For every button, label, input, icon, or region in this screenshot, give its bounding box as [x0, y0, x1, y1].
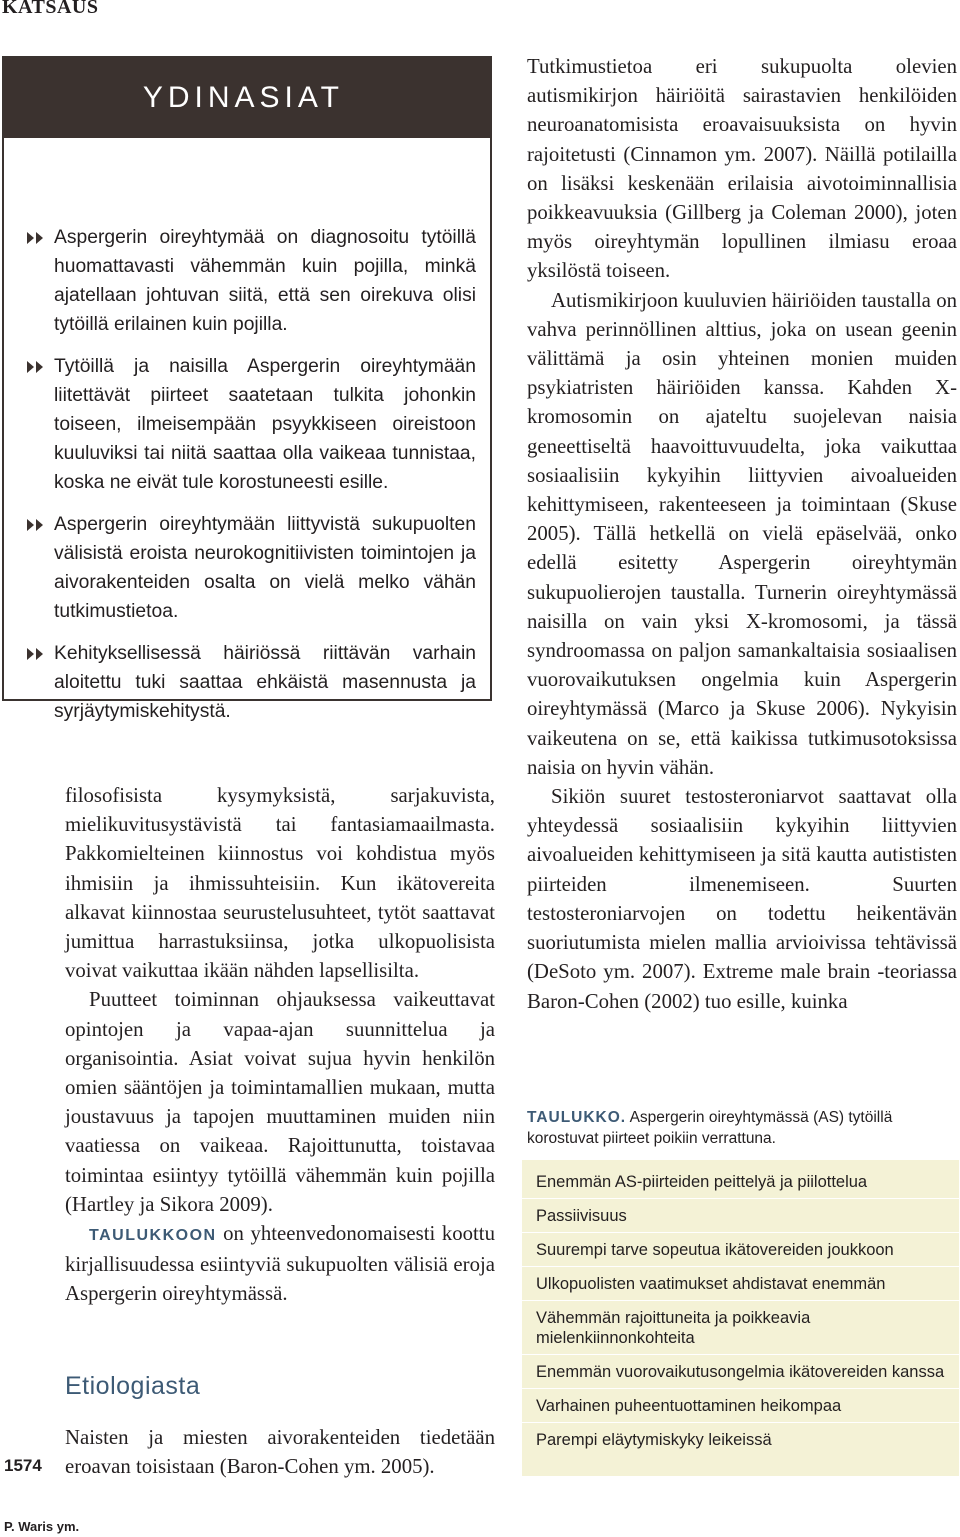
- table-caption-label: TAULUKKO.: [527, 1109, 627, 1126]
- body-paragraph: Sikiön suuret testosteroniarvot saattavat olla yhteydessä sosiaalisiin kykyihin liittyvien aivoalueiden kehittymiseen ja sitä kautta autististen piirteiden ilmenemiseen. Suurten testosteroniarvojen on todettu heikentävän suoriutumista mielen mallia arvioivissa tehtävissä (DeSoto ym. 2007). Extreme male brain -teoriassa Baron-Cohen (2002) tuo esille, kuinka: [527, 785, 957, 1013]
- key-point-item: [26, 510, 476, 626]
- table-row: Enemmän AS-piirteiden peittelyä ja piilottelua: [522, 1160, 959, 1199]
- etiology-text: Naisten ja miesten aivorakenteiden tiedetään eroavan toisistaan (Baron-Cohen ym. 2005).: [65, 1426, 495, 1479]
- table-row: Enemmän vuorovaikutusongelmia ikätovereiden kanssa: [522, 1355, 959, 1389]
- double-arrow-icon: [26, 231, 48, 245]
- feature-table: [522, 1160, 959, 1476]
- table-reference-lead: TAULUKKOON: [89, 1227, 217, 1245]
- body-paragraph: Autismikirjoon kuuluvien häiriöiden taustalla on vahva perinnöllinen alttius, joka on usean geenin välittämä ja osin yhteinen monien muiden psykiatristen häiriöiden kanssa. Kahden X-kromosomin on ajateltu suojelevan naisia geneettiseltä haavoittuvuudelta, joka vaikuttaa sosiaalisiin kykyihin liittyvien aivoalueiden kehittymiseen, rakenteeseen ja toimintaan (Skuse 2005). Tällä hetkellä on vielä epäselvää, onko edellä esitetty Aspergerin oireyhtymän sukupuolierojen taustalla. Turnerin oireyhtymässä naisilla on vain yksi X-kromosomi, ja tässä syndroomassa on paljon samankaltaisia sosiaalisen vuorovaikutuksen ongelmia kuin Aspergerin oireyhtymässä (Marco ja Skuse 2006). Nykyisin vaikeutena on se, että kaikissa tutkimusotoksissa naisia on hyvin vähän.: [527, 288, 957, 779]
- key-point-item: [26, 639, 476, 726]
- table-row: Ulkopuolisten vaatimukset ahdistavat enemmän: [522, 1267, 959, 1301]
- table-row: Parempi eläytymiskyky leikeissä: [536, 1431, 772, 1449]
- right-column: [527, 52, 957, 1016]
- table-row: Passiivisuus: [522, 1199, 959, 1233]
- table-row: Suurempi tarve sopeutua ikätovereiden joukkoon: [522, 1233, 959, 1267]
- key-points-box: [2, 56, 492, 722]
- key-point-text: Kehityksellisessä häiriössä riittävän varhain aloitettu tuki saattaa ehkäistä masennusta ja syrjäytymiskehitystä.: [54, 643, 476, 722]
- author-footer: P. Waris ym.: [4, 1519, 80, 1534]
- table-row: Vähemmän rajoittuneita ja poikkeavia mielenkiinnonkohteita: [522, 1301, 959, 1355]
- key-points-list: [4, 223, 490, 726]
- table-row: Varhainen puheentuottaminen heikompaa: [522, 1389, 959, 1423]
- double-arrow-icon: [26, 647, 48, 661]
- key-point-item: [26, 352, 476, 497]
- left-column: [65, 781, 495, 1309]
- key-point-text: Tytöillä ja naisilla Aspergerin oireyhtymään liitettävät piirteet saatetaan tulkita johonkin toiseen, ilmeisempään psyykkiseen oireistoon kuuluviksi tai niitä saattaa olla vaikeaa tunnistaa, koska ne eivät tule korostuneesti esille.: [54, 356, 476, 493]
- table-caption-text: Aspergerin oireyhtymässä (AS) tytöillä korostuvat piirteet poikiin verrattuna.: [527, 1109, 893, 1147]
- body-paragraph: Puutteet toiminnan ohjauksessa vaikeuttavat opintojen ja vapaa-ajan suunnittelua ja organisointia. Asiat voivat sujua hyvin henkilön omien sääntöjen ja toimintamallien mukaan, mutta joustavuus ja tapojen muuttaminen muiden niin vaatiessa on vaikeaa. Rajoittunutta, toistavaa toimintaa esiintyy tytöillä vähemmän kuin pojilla (Hartley ja Sikora 2009).: [65, 988, 495, 1216]
- double-arrow-icon: [26, 518, 48, 532]
- double-arrow-icon: [26, 360, 48, 374]
- table-reference-text: on yhteenvedonomaisesti koottu kirjallisuudessa esiintyviä sukupuolten välisiä eroja Aspergerin oireyhtymässä.: [65, 1222, 495, 1306]
- body-paragraph: Tutkimustietoa eri sukupuolta olevien autismikirjon häiriöitä sairastavien henkilöiden neuroanatomisista eroavaisuuksista on hyvin rajoitetusti (Cinnamon ym. 2007). Näillä potilailla on lisäksi keskenään erilaisia aivotoiminnallisia poikkeavuuksia (Gillberg ja Coleman 2000), joten myös oireyhtymän lopullinen ilmiasu eroaa yksilöstä toiseen.: [527, 55, 957, 283]
- key-point-text: Aspergerin oireyhtymää on diagnosoitu tytöillä huomattavasti vähemmän kuin pojilla, minkä ajatellaan johtuvan siitä, että sen oirekuva olisi tytöillä erilainen kuin pojilla.: [54, 227, 476, 335]
- key-point-text: Aspergerin oireyhtymään liittyvistä sukupuolten välisistä eroista neurokognitiivisten toimintojen ja aivorakenteiden osalta on vielä melko vähän tutkimustietoa.: [54, 514, 476, 622]
- section-heading-etiology: Etiologiasta: [65, 1372, 201, 1400]
- table-caption: [527, 1107, 959, 1149]
- page-number: 1574: [4, 1456, 42, 1475]
- key-point-item: [26, 223, 476, 339]
- section-label: KATSAUS: [2, 0, 99, 18]
- key-points-title: YDINASIAT: [4, 58, 490, 138]
- body-paragraph: filosofisista kysymyksistä, sarjakuvista, mielikuvitusystävistä tai fantasiamaailmasta. Pakkomielteinen kiinnostus voi kohdistua myös ihmisiin ja ihmissuhteisiin. Kun ikätovereita alkavat kiinnostaa seurustelusuhteet, tytöt saattavat jumittua harrastuksiinsa, jotka ulkopuolisista voivat vaikuttaa ikään nähden lapsellisilta.: [65, 784, 495, 983]
- body-paragraph-table-ref: [65, 1219, 495, 1309]
